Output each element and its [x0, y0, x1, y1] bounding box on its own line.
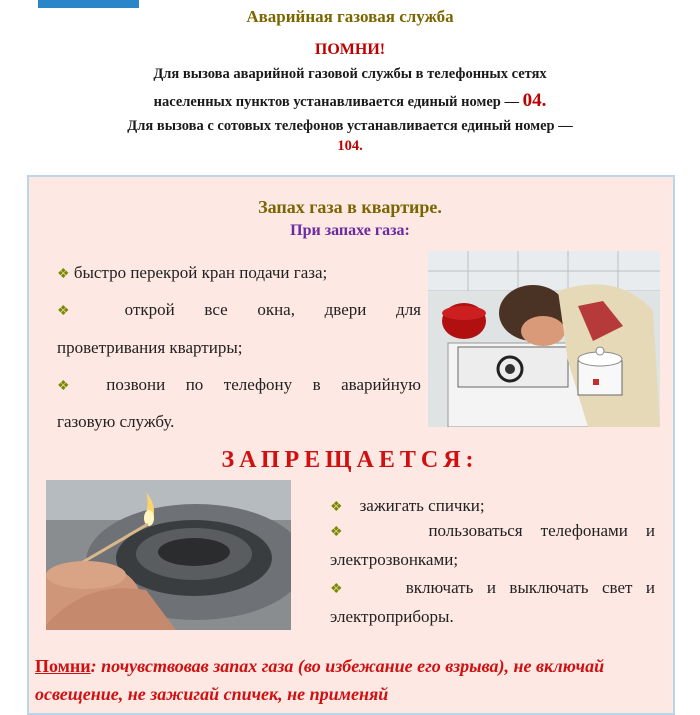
forbidden-item-text: зажигать спички;	[359, 496, 485, 515]
forbidden-item-text: включать и выключать свет и	[405, 578, 655, 597]
burner-match-photo	[46, 480, 291, 630]
mobile-number-line	[20, 138, 680, 155]
info-line-2-text: населенных пунктов устанавливается единый номер —	[153, 94, 519, 110]
gas-stove-photo	[428, 251, 660, 427]
landline-number: 04.	[522, 90, 547, 111]
gas-action-text: быстро перекрой кран подачи газа;	[73, 263, 328, 282]
gas-action-item	[57, 292, 421, 330]
gas-action-item	[57, 367, 421, 405]
forbidden-item: электрозвонками;	[330, 550, 459, 569]
gas-action-text: открой все окна, двери для	[124, 300, 421, 319]
diamond-bullet-icon: ❖	[57, 379, 86, 394]
gas-action-item: проветривания квартиры;	[57, 338, 243, 357]
reminder-colon: :	[90, 656, 97, 676]
diamond-bullet-icon: ❖	[57, 304, 95, 319]
gas-smell-heading: Запах газа в квартире.	[258, 197, 442, 217]
forbidden-item	[330, 573, 655, 605]
forbidden-item: электроприборы.	[330, 607, 454, 626]
diamond-bullet-icon: ❖	[330, 500, 343, 515]
forbidden-item	[330, 516, 655, 548]
page-title: Аварийная газовая служба	[246, 7, 454, 26]
reminder-label: Помни	[35, 656, 91, 676]
forbidden-heading: ЗАПРЕЩАЕТСЯ:	[221, 447, 479, 473]
diamond-bullet-icon: ❖	[330, 582, 352, 597]
diamond-bullet-icon: ❖	[57, 267, 70, 282]
gas-smell-subheading: При запахе газа:	[290, 222, 410, 239]
remember-heading: ПОМНИ!	[314, 41, 386, 58]
gas-action-item	[57, 255, 421, 293]
info-line-3: Для вызова с сотовых телефонов устанавливается единый номер —	[127, 118, 573, 134]
gas-action-item: газовую службу.	[57, 412, 175, 431]
reminder-body: почувствовав запах газа (во избежание его взрыва), не включай освещение, не зажигай спичек, не применяй	[35, 656, 605, 704]
gas-action-text: позвони по телефону в аварийную	[106, 375, 421, 394]
info-line-2	[20, 90, 680, 112]
info-line-1: Для вызова аварийной газовой службы в телефонных сетях	[153, 66, 547, 82]
diamond-bullet-icon: ❖	[330, 525, 357, 540]
mobile-number: 104.	[337, 138, 363, 154]
forbidden-item-text: пользоваться телефонами и	[428, 521, 655, 540]
